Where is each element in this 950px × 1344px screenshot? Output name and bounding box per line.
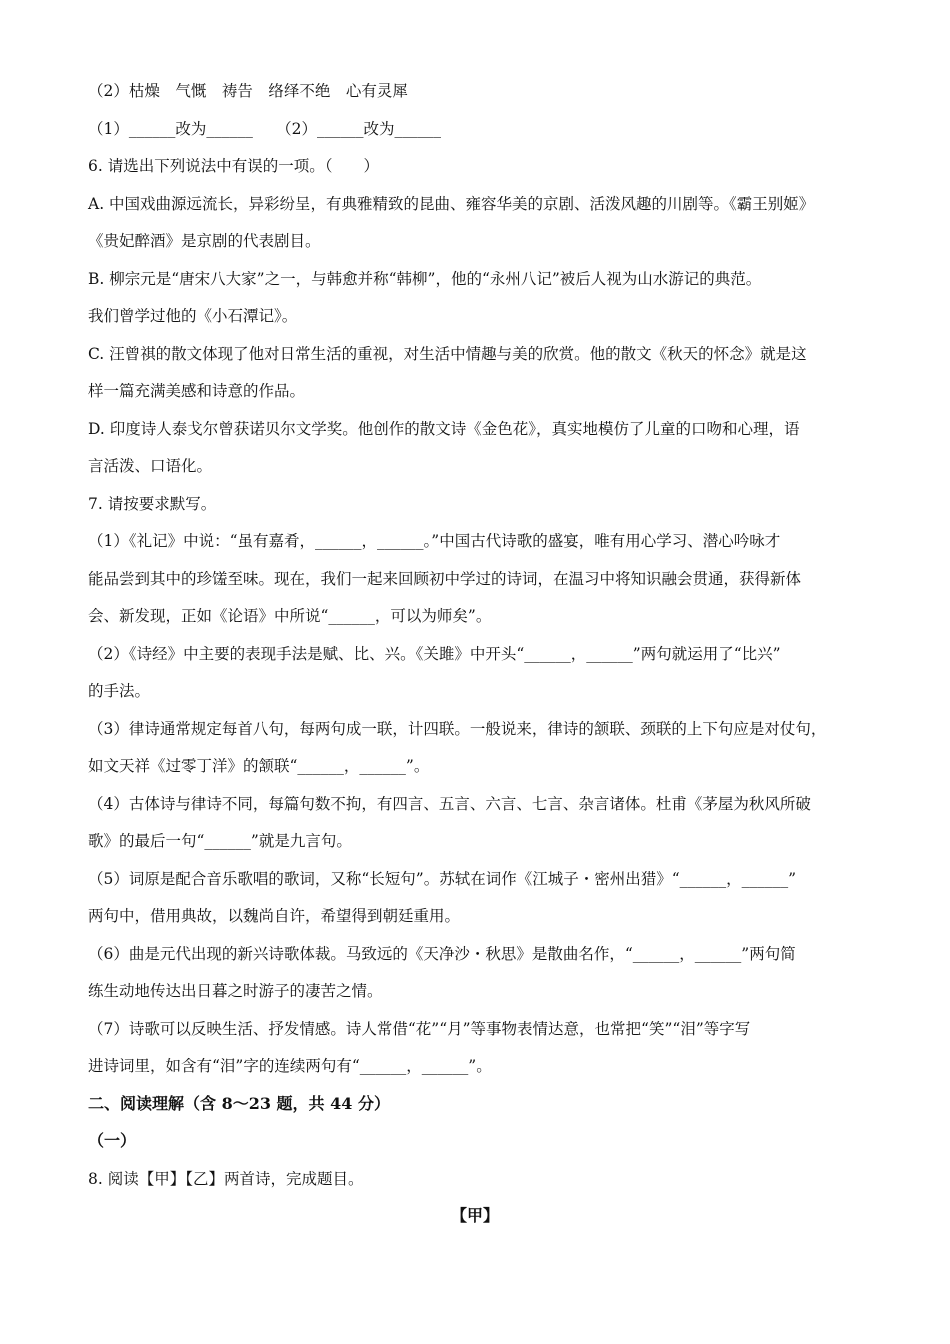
q7-part5: （5）词原是配合音乐歌唱的歌词，又称“长短句”。苏轼在词作《江城子・密州出猎》“______，______” bbox=[88, 870, 797, 888]
q7-part4: （4）古体诗与律诗不同，每篇句数不拘，有四言、五言、六言、七言、杂言诸体。杜甫《茅屋为秋风所破 bbox=[88, 795, 811, 813]
q5-answer-blanks: （1）______改为______ （2）______改为______ bbox=[88, 120, 441, 138]
q7-part2: （2）《诗经》中主要的表现手法是赋、比、兴。《关雎》中开头“______，______”两句就运用了“比兴” bbox=[88, 645, 781, 663]
q6-option-d: D. 印度诗人泰戈尔曾获诺贝尔文学奖。他创作的散文诗《金色花》，真实地模仿了儿童的口吻和心理，语 bbox=[88, 420, 800, 438]
q7-part7-cont: 进诗词里，如含有“泪”字的连续两句有“______，______”。 bbox=[88, 1057, 492, 1075]
q6-stem: 6. 请选出下列说法中有误的一项。（ ） bbox=[88, 157, 379, 175]
poem-label-jia: 【甲】 bbox=[450, 1206, 499, 1225]
q7-part6: （6）曲是元代出现的新兴诗歌体裁。马致远的《天净沙・秋思》是散曲名作，“______，______”两句简 bbox=[88, 945, 796, 963]
q6-option-d-cont: 言活泼、口语化。 bbox=[88, 457, 213, 475]
q7-part2-cont: 的手法。 bbox=[88, 682, 151, 700]
q8-prompt: 8. 阅读【甲】【乙】两首诗，完成题目。 bbox=[88, 1170, 364, 1188]
q7-part1-cont: 能品尝到其中的珍馐至味。现在，我们一起来回顾初中学过的诗词，在温习中将知识融会贯通，获得新体 bbox=[88, 570, 802, 588]
q6-option-b: B. 柳宗元是“唐宋八大家”之一，与韩愈并称“韩柳”，他的“永州八记”被后人视为山水游记的典范。 bbox=[88, 270, 762, 288]
q7-stem: 7. 请按要求默写。 bbox=[88, 495, 217, 513]
section-title: 二、阅读理解（含 8～23 题，共 44 分） bbox=[88, 1094, 390, 1113]
q7-part7: （7）诗歌可以反映生活、抒发情感。诗人常借“花”“月”等事物表情达意，也常把“笑”“泪”等字写 bbox=[88, 1020, 751, 1038]
subsection-title: （一） bbox=[88, 1131, 137, 1150]
q7-part5-cont: 两句中，借用典故，以魏尚自许，希望得到朝廷重用。 bbox=[88, 907, 461, 925]
q6-option-a: A. 中国戏曲源远流长，异彩纷呈，有典雅精致的昆曲、雍容华美的京剧、活泼风趣的川剧等。《霸王别姬》 bbox=[88, 195, 815, 213]
q6-option-c: C. 汪曾祺的散文体现了他对日常生活的重视，对生活中情趣与美的欣赏。他的散文《秋天的怀念》就是这 bbox=[88, 345, 807, 363]
q6-option-a-cont: 《贵妃醉酒》是京剧的代表剧目。 bbox=[88, 232, 321, 250]
q7-part6-cont: 练生动地传达出日暮之时游子的凄苦之情。 bbox=[88, 982, 383, 1000]
q7-part3-cont: 如文天祥《过零丁洋》的颔联“______，______”。 bbox=[88, 757, 430, 775]
q7-part1: （1）《礼记》中说：“虽有嘉肴，______，______。”中国古代诗歌的盛宴，唯有用心学习、潜心吟咏才 bbox=[88, 532, 781, 550]
q6-option-b-cont: 我们曾学过他的《小石潭记》。 bbox=[88, 307, 298, 325]
q7-part4-cont: 歌》的最后一句“______”就是九言句。 bbox=[88, 832, 352, 850]
q7-part3: （3）律诗通常规定每首八句，每两句成一联，计四联。一般说来，律诗的颔联、颈联的上下句应是对仗句， bbox=[88, 720, 827, 738]
q5-word-list: （2）枯燥 气慨 祷告 络绎不绝 心有灵犀 bbox=[88, 82, 408, 100]
q7-part1-cont2: 会、新发现，正如《论语》中所说“______，可以为师矣”。 bbox=[88, 607, 492, 625]
q6-option-c-cont: 样一篇充满美感和诗意的作品。 bbox=[88, 382, 306, 400]
